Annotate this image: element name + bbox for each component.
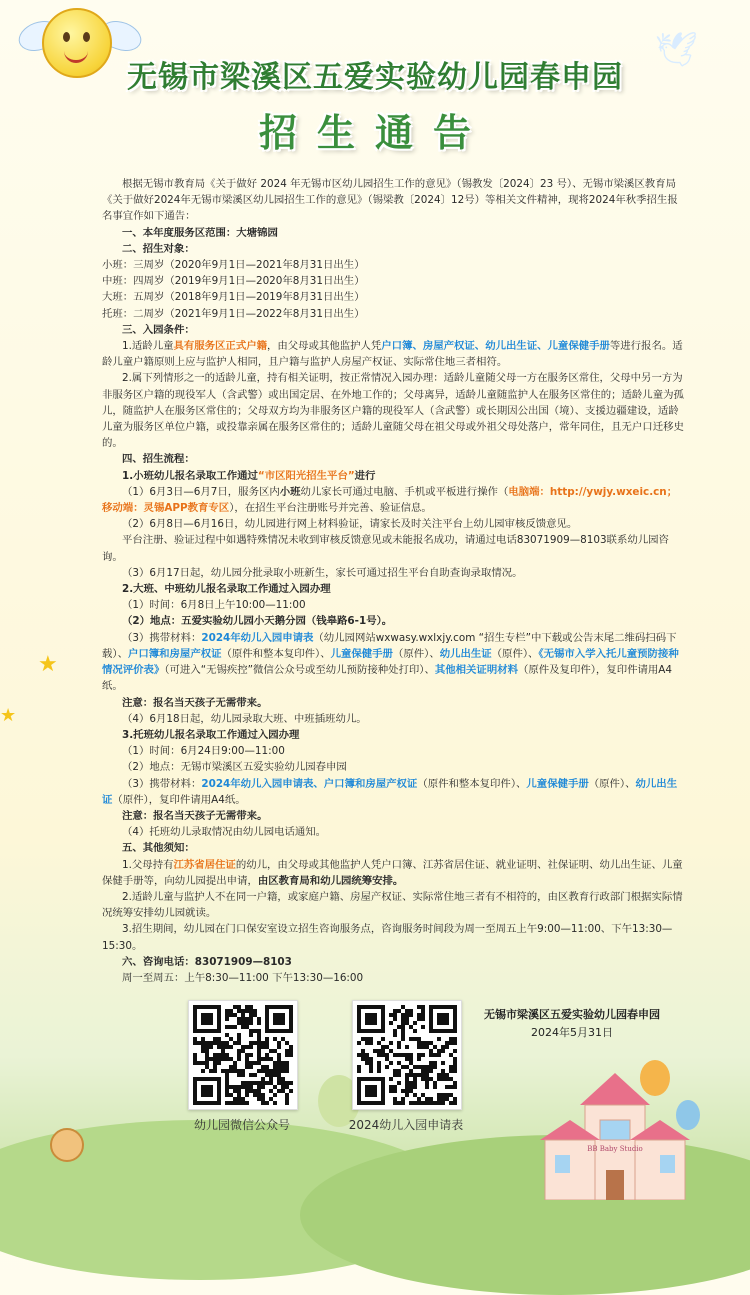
house-sign: BB Baby Studio [587,1145,643,1153]
paragraph: 平台注册、验证过程中如遇特殊情况未收到审核反馈意见或未能报名成功，请通过电话83071909—8103联系幼儿园咨询。 [102,534,669,563]
paragraph: （1）时间：6月24日9:00—11:00 [122,745,285,758]
list-item: 小班：三周岁（2020年9月1日—2021年8月31日出生） [102,259,365,272]
paragraph: （1）6月3日—6月7日，服务区内小班幼儿家长可通过电脑、手机或平板进行操作（电脑端：http://ywjy.wxeic.cn；移动端：灵锡APP教育专区），在招生平台注册账号并完善、验证信息。 [102,485,678,515]
note: 注意：报名当天孩子无需带来。 [122,809,268,822]
sub-heading: 2.大班、中班幼儿报名录取工作通过入园办理 [122,583,331,596]
paragraph: （2）地点：五爱实验幼儿园小天鹅分园（钱皋路6-1号）。 [122,615,393,628]
qr-code-wechat [188,1000,298,1110]
intro-paragraph: 根据无锡市教育局《关于做好 2024 年无锡市区幼儿园招生工作的意见》（锡教发〔2024〕23 号）、无锡市梁溪区教育局《关于做好2024年无锡市梁溪区幼儿园招生工作的意见》（锡梁教〔2024〕12号）等相关文件精神，现将2024年秋季招生报名事宜作如下通告： [102,178,678,223]
qr-code-application [352,1000,462,1110]
signature-org: 无锡市梁溪区五爱实验幼儿园春申园 [484,1008,660,1021]
dove-icon: 🕊 [654,30,698,70]
section-heading: 五、其他须知： [122,842,195,855]
signature-block [462,1006,682,1042]
paragraph: 周一至周五：上午8:30—11:00 下午13:30—16:00 [122,971,364,984]
notice-title: 招生通告 [258,111,491,155]
star-icon: ★ [38,652,58,677]
paragraph: （4）6月18日起，幼儿园录取大班、中班插班幼儿。 [122,712,367,725]
section-heading: 四、招生流程： [122,453,195,466]
paragraph: （2）地点：无锡市梁溪区五爱实验幼儿园春申园 [122,761,347,774]
star-icon: ★ [0,705,17,726]
paragraph: 2.适龄儿童与监护人不在同一户籍，或家庭户籍、房屋产权证、实际常住地三者有不相符的，由区教育行政部门根据实际情况统筹安排幼儿园就读。 [102,890,683,920]
paragraph: （1）时间：6月8日上午10:00—11:00 [122,599,306,612]
section-heading: 一、本年度服务区范围：大塘锦园 [122,226,278,239]
paragraph: 2.属下列情形之一的适龄儿童，持有相关证明，按正常情况入园办理：适龄儿童随父母一方在服务区常住，父母中另一方为非服务区户籍的现役军人（含武警）或出国定居、在外地工作的；父母离异，适龄儿童随监护人在服务区常住的；适龄儿童为孤儿，随监护人在服务区常住的；父母双方均为非服务区户籍的现役军人（含武警）或长期因公出国（境）、支援边疆建设，适龄儿童为服务区单位户籍，或投靠亲属在服务区常住的；适龄儿童随父母在祖父母或外祖父母处落户，常年同住，且无户口迁移史的。 [102,372,684,450]
list-item: 托班：二周岁（2021年9月1日—2022年8月31日出生） [102,307,365,320]
paragraph: （4）托班幼儿录取情况由幼儿园电话通知。 [122,826,327,839]
paragraph: （3）携带材料：2024年幼儿入园申请表、户口簿和房屋产权证（原件和整本复印件）、儿童保健手册（原件）、幼儿出生证（原件），复印件请用A4纸。 [102,777,678,806]
notice-body [102,176,687,986]
section-heading: 二、招生对象： [122,242,195,255]
paragraph: （3）携带材料：2024年幼儿入园申请表（幼儿园网站wxwasy.wxlxjy.com “招生专栏”中下载或公告末尾二维码扫码下载）、户口簿和房屋产权证（原件和整本复印件）、儿童保健手册（原件）、幼儿出生证（原件）、《无锡市入学入托儿童预防接种情况评价表》（可进入“无锡疾控”微信公众号或至幼儿预防接种处打印）、其他相关证明材料（原件及复印件），复印件请用A4纸。 [102,631,679,693]
sub-heading: 3.托班幼儿报名录取工作通过入园办理 [122,728,300,741]
paragraph: 1.适龄儿童具有服务区正式户籍，由父母或其他监护人凭户口簿、房屋产权证、幼儿出生证、儿童保健手册等进行报名。适龄儿童户籍原则上应与监护人相同，且户籍与监护人房屋产权证、实际常住地三者相符。 [102,340,683,369]
paragraph: （3）6月17日起，幼儿园分批录取小班新生，家长可通过招生平台自助查询录取情况。 [122,566,523,579]
paragraph: 1.父母持有江苏省居住证的幼儿，由父母或其他监护人凭户口簿、江苏省居住证、就业证明、社保证明、幼儿出生证、儿童保健手册等，向幼儿园提出申请，由区教育局和幼儿园统筹安排。 [102,858,683,887]
sub-heading: 1.小班幼儿报名录取工作通过“市区阳光招生平台”进行 [122,469,376,482]
list-item: 大班：五周岁（2018年9月1日—2019年8月31日出生） [102,291,365,304]
list-item: 中班：四周岁（2019年9月1日—2020年8月31日出生） [102,275,365,288]
house-illustration [540,1065,690,1200]
section-heading: 三、入园条件： [122,323,195,336]
signature-date: 2024年5月31日 [531,1026,613,1039]
note: 注意：报名当天孩子无需带来。 [122,696,268,709]
lollipop-decoration [50,1128,84,1162]
paragraph: （2）6月8日—6月16日，幼儿园进行网上材料验证，请家长及时关注平台上幼儿园审核反馈意见。 [122,518,578,531]
paragraph: 3.招生期间，幼儿园在门口保安室设立招生咨询服务点，咨询服务时间段为周一至周五上午9:00—11:00、下午13:30—15:30。 [102,923,673,952]
qr-label-wechat: 幼儿园微信公众号 [193,1118,290,1132]
section-heading: 六、咨询电话：83071909—8103 [122,955,292,968]
school-title: 无锡市梁溪区五爱实验幼儿园春申园 [127,60,623,95]
qr-label-application: 2024幼儿入园申请表 [348,1118,464,1132]
